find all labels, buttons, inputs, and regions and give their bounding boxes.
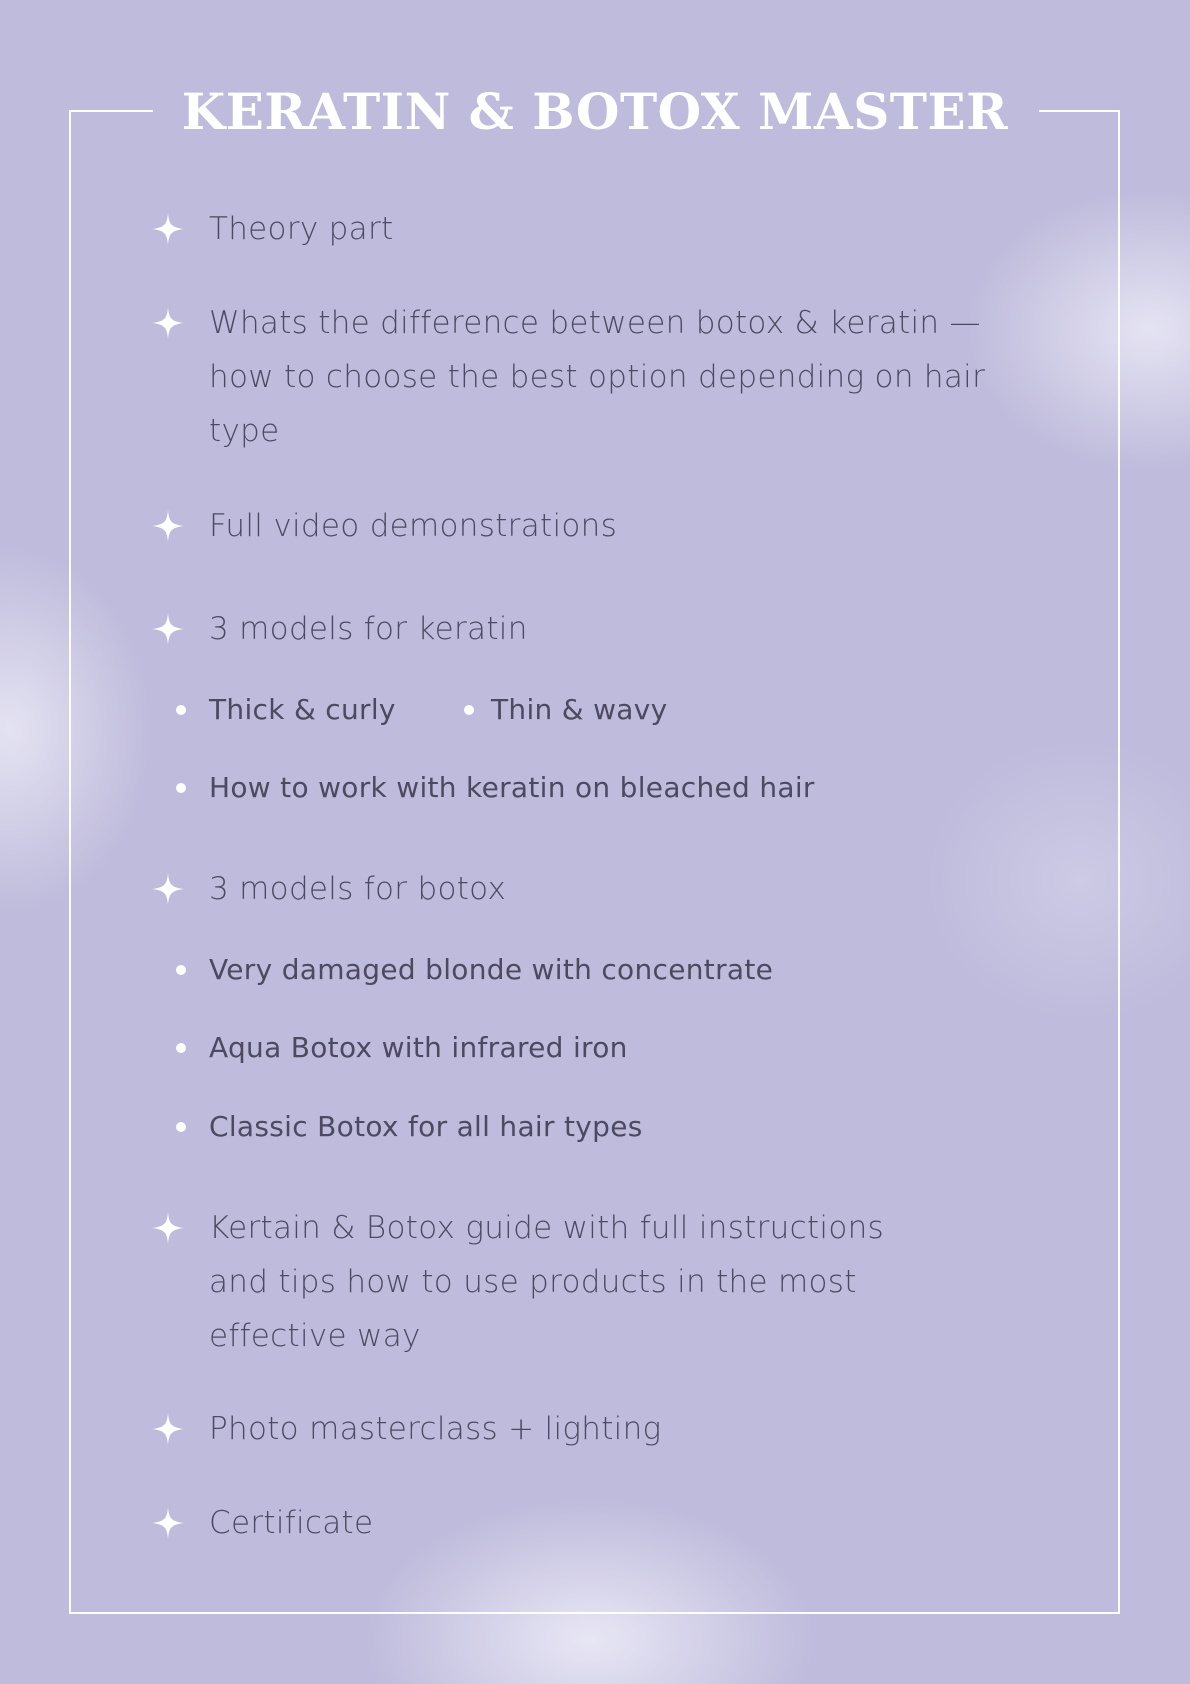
item-label bbox=[209, 296, 1049, 458]
subitem-label: Very damaged blonde with concentrate bbox=[209, 953, 774, 986]
item-label: 3 models for keratin bbox=[209, 611, 528, 647]
bullet-dot bbox=[464, 705, 474, 715]
item-label-line: and tips how to use products in the most bbox=[209, 1264, 857, 1300]
bullet-dot bbox=[176, 965, 186, 975]
bullet-dot bbox=[176, 1043, 186, 1053]
sparkle-star-icon bbox=[150, 871, 186, 907]
item-label: Photo masterclass + lighting bbox=[209, 1411, 662, 1447]
sparkle-star-icon bbox=[150, 611, 186, 647]
bullet-dot bbox=[176, 1122, 186, 1132]
sparkle-star-icon bbox=[150, 1210, 186, 1246]
item-label: 3 models for botox bbox=[209, 871, 507, 907]
bullet-dot bbox=[176, 705, 186, 715]
item-label: Theory part bbox=[209, 211, 394, 247]
subitem-label: Classic Botox for all hair types bbox=[209, 1110, 643, 1143]
sparkle-star-icon bbox=[150, 508, 186, 544]
item-label-line: Whats the difference between botox & keratin — bbox=[209, 305, 981, 341]
subitem-label: Aqua Botox with infrared iron bbox=[209, 1031, 628, 1064]
sparkle-star-icon bbox=[150, 211, 186, 247]
item-label: Certificate bbox=[209, 1505, 374, 1541]
sparkle-star-icon bbox=[150, 305, 186, 341]
subitem-label: Thin & wavy bbox=[491, 693, 668, 726]
frame-top-right-segment bbox=[1039, 110, 1120, 112]
item-label-line: type bbox=[209, 413, 280, 449]
sparkle-star-icon bbox=[150, 1505, 186, 1541]
item-label-line: effective way bbox=[209, 1318, 421, 1354]
subitem-label: How to work with keratin on bleached hair bbox=[209, 771, 815, 804]
item-label bbox=[209, 1201, 1049, 1363]
frame-top-left-segment bbox=[69, 110, 153, 112]
subitem-label: Thick & curly bbox=[209, 693, 396, 726]
page-title: KERATIN & BOTOX MASTER bbox=[181, 82, 1009, 141]
item-label: Full video demonstrations bbox=[209, 508, 618, 544]
bullet-dot bbox=[176, 783, 186, 793]
item-label-line: Kertain & Botox guide with full instructions bbox=[209, 1210, 884, 1246]
sparkle-star-icon bbox=[150, 1411, 186, 1447]
item-label-line: how to choose the best option depending on hair bbox=[209, 359, 986, 395]
